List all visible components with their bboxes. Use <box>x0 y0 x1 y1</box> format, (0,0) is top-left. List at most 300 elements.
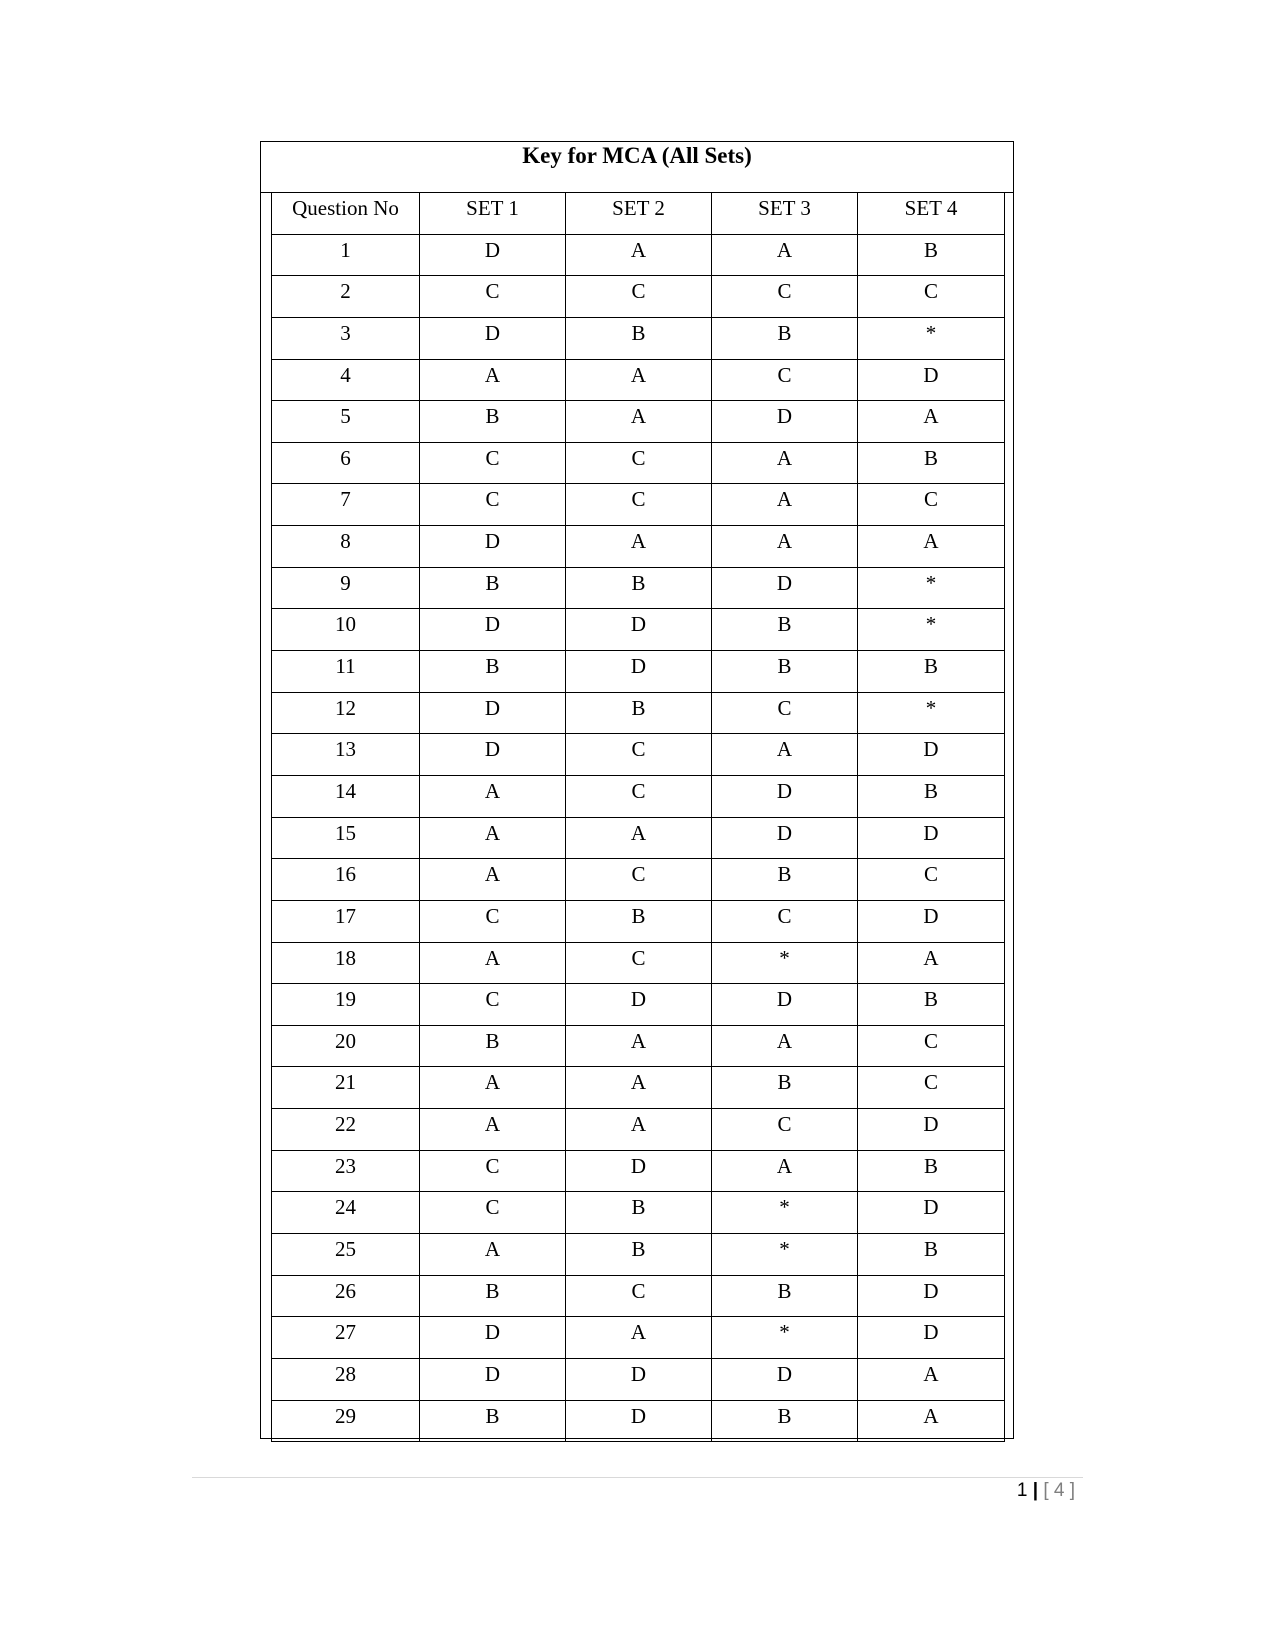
answer-value: C <box>485 487 500 512</box>
answer-cell <box>566 1150 712 1192</box>
question-number-cell <box>272 1192 420 1234</box>
answer-cell <box>712 1109 858 1151</box>
table-row <box>272 1067 1005 1109</box>
answer-value: C <box>631 945 646 970</box>
page-total: [ 4 ] <box>1043 1480 1075 1501</box>
question-number-cell <box>272 942 420 984</box>
answer-value: D <box>776 404 793 429</box>
question-number-cell <box>272 900 420 942</box>
answer-value: B <box>485 1028 500 1053</box>
question-number-cell <box>272 276 420 318</box>
answer-value: A <box>630 529 647 554</box>
answer-key-table <box>271 193 1005 1442</box>
table-row <box>272 1109 1005 1151</box>
question-number: 9 <box>340 570 351 595</box>
answer-value: A <box>923 529 939 554</box>
answer-cell <box>420 401 566 443</box>
answer-value: A <box>630 820 647 845</box>
question-number-cell <box>272 734 420 776</box>
question-number-cell <box>272 859 420 901</box>
answer-value: B <box>631 320 646 345</box>
answer-cell <box>712 1025 858 1067</box>
answer-value: A <box>776 237 793 262</box>
answer-cell <box>858 817 1005 859</box>
table-row <box>272 942 1005 984</box>
answer-value: C <box>631 737 646 762</box>
answer-cell <box>858 484 1005 526</box>
answer-cell <box>420 442 566 484</box>
column-header <box>272 193 420 234</box>
answer-cell <box>712 692 858 734</box>
answer-cell <box>858 567 1005 609</box>
table-row <box>272 609 1005 651</box>
answer-cell <box>420 1400 566 1442</box>
answer-value: C <box>631 1278 646 1303</box>
answer-cell <box>712 401 858 443</box>
answer-value: D <box>484 529 501 554</box>
table-row <box>272 567 1005 609</box>
answer-cell <box>712 526 858 568</box>
answer-value: B <box>777 612 792 637</box>
answer-cell <box>712 1067 858 1109</box>
column-header <box>858 193 1005 234</box>
answer-value: C <box>923 862 938 887</box>
question-number-cell <box>272 1275 420 1317</box>
answer-value: A <box>923 1361 939 1386</box>
table-row <box>272 900 1005 942</box>
question-number-cell <box>272 984 420 1026</box>
question-number: 1 <box>340 237 351 262</box>
answer-value: D <box>776 778 793 803</box>
answer-cell <box>420 1234 566 1276</box>
answer-value: C <box>777 279 792 304</box>
answer-value: D <box>923 903 939 928</box>
answer-cell <box>566 1275 712 1317</box>
answer-value: D <box>776 820 793 845</box>
answer-value: A <box>923 404 939 429</box>
table-row <box>272 859 1005 901</box>
answer-cell <box>566 234 712 276</box>
question-number: 23 <box>335 1153 356 1178</box>
question-number: 10 <box>335 612 356 637</box>
answer-value: C <box>777 695 792 720</box>
table-row <box>272 651 1005 693</box>
table-row <box>272 692 1005 734</box>
question-number: 16 <box>335 862 356 887</box>
answer-value: * <box>925 695 937 720</box>
answer-value: C <box>923 279 938 304</box>
answer-cell <box>420 651 566 693</box>
question-number-cell <box>272 484 420 526</box>
column-header <box>420 193 566 234</box>
answer-value: * <box>925 320 937 345</box>
answer-cell <box>712 317 858 359</box>
answer-cell <box>420 484 566 526</box>
answer-value: C <box>485 1153 500 1178</box>
document-title: Key for MCA (All Sets) <box>261 142 1013 193</box>
answer-value: * <box>925 612 937 637</box>
answer-cell <box>712 775 858 817</box>
answer-value: B <box>923 654 938 679</box>
answer-value: A <box>484 862 501 887</box>
answer-value: B <box>777 1278 792 1303</box>
answer-value: A <box>484 945 501 970</box>
table-row <box>272 234 1005 276</box>
answer-value: D <box>923 1112 939 1137</box>
answer-value: C <box>485 279 500 304</box>
answer-value: D <box>484 1320 501 1345</box>
answer-cell <box>566 1025 712 1067</box>
answer-cell <box>420 567 566 609</box>
table-row <box>272 1025 1005 1067</box>
answer-value: C <box>923 1070 938 1095</box>
question-number-cell <box>272 1025 420 1067</box>
answer-cell <box>420 984 566 1026</box>
answer-value: B <box>923 778 938 803</box>
answer-cell <box>858 1025 1005 1067</box>
answer-cell <box>712 1317 858 1359</box>
answer-cell <box>858 859 1005 901</box>
answer-value: A <box>484 1070 501 1095</box>
answer-cell <box>566 276 712 318</box>
answer-value: C <box>485 1195 500 1220</box>
answer-cell <box>712 651 858 693</box>
answer-cell <box>420 817 566 859</box>
question-number: 14 <box>335 778 356 803</box>
table-row <box>272 1192 1005 1234</box>
question-number-cell <box>272 692 420 734</box>
answer-cell <box>420 1150 566 1192</box>
answer-cell <box>858 317 1005 359</box>
table-row <box>272 401 1005 443</box>
question-number: 18 <box>335 945 356 970</box>
question-number: 24 <box>335 1195 356 1220</box>
answer-cell <box>566 734 712 776</box>
column-header-label: SET 3 <box>758 196 811 220</box>
answer-value: A <box>630 1028 647 1053</box>
table-row <box>272 1317 1005 1359</box>
page-number <box>1017 1480 1075 1503</box>
answer-cell <box>858 234 1005 276</box>
answer-cell <box>712 567 858 609</box>
answer-cell <box>712 1234 858 1276</box>
answer-cell <box>566 1358 712 1400</box>
answer-cell <box>712 484 858 526</box>
answer-value: B <box>777 1403 792 1428</box>
answer-value: A <box>776 529 793 554</box>
question-number: 19 <box>335 987 356 1012</box>
answer-value: C <box>485 445 500 470</box>
answer-value: D <box>776 570 793 595</box>
question-number-cell <box>272 1067 420 1109</box>
answer-cell <box>712 276 858 318</box>
column-header <box>566 193 712 234</box>
question-number: 13 <box>335 737 356 762</box>
answer-value: D <box>630 1403 647 1428</box>
answer-value: D <box>630 612 647 637</box>
question-number: 27 <box>335 1320 356 1345</box>
answer-cell <box>566 775 712 817</box>
table-row <box>272 734 1005 776</box>
answer-value: B <box>777 1070 792 1095</box>
answer-value: A <box>630 1320 647 1345</box>
answer-value: C <box>777 1112 792 1137</box>
answer-cell <box>858 775 1005 817</box>
answer-cell <box>420 359 566 401</box>
table-row <box>272 817 1005 859</box>
question-number: 11 <box>335 654 356 679</box>
answer-value: A <box>923 1403 939 1428</box>
answer-value: A <box>630 404 647 429</box>
question-number: 8 <box>340 529 351 554</box>
answer-value: * <box>779 1320 790 1345</box>
answer-cell <box>712 859 858 901</box>
answer-cell <box>420 900 566 942</box>
answer-value: C <box>631 862 646 887</box>
answer-cell <box>858 442 1005 484</box>
answer-value: A <box>630 362 647 387</box>
answer-value: A <box>630 1112 647 1137</box>
page-separator: | <box>1032 1480 1039 1501</box>
answer-cell <box>420 609 566 651</box>
answer-cell <box>858 276 1005 318</box>
answer-value: B <box>923 1153 938 1178</box>
answer-value: B <box>631 695 646 720</box>
answer-cell <box>858 692 1005 734</box>
answer-cell <box>566 817 712 859</box>
table-row <box>272 1400 1005 1442</box>
question-number-cell <box>272 1400 420 1442</box>
column-header-label: SET 2 <box>612 196 665 220</box>
answer-value: B <box>777 320 792 345</box>
question-number: 7 <box>340 487 351 512</box>
answer-value: B <box>923 987 938 1012</box>
question-number: 3 <box>340 320 351 345</box>
question-number: 25 <box>335 1237 356 1262</box>
answer-value: D <box>630 1153 647 1178</box>
question-number: 17 <box>335 903 356 928</box>
table-row <box>272 276 1005 318</box>
answer-value: D <box>923 820 939 845</box>
question-number: 20 <box>335 1028 356 1053</box>
answer-value: D <box>923 1278 939 1303</box>
question-number-cell <box>272 1150 420 1192</box>
answer-value: C <box>777 362 792 387</box>
table-row <box>272 359 1005 401</box>
answer-cell <box>858 734 1005 776</box>
answer-cell <box>566 484 712 526</box>
answer-cell <box>566 1192 712 1234</box>
answer-cell <box>566 1109 712 1151</box>
answer-cell <box>712 942 858 984</box>
answer-cell <box>858 359 1005 401</box>
table-row <box>272 1358 1005 1400</box>
answer-cell <box>712 1358 858 1400</box>
answer-cell <box>420 775 566 817</box>
answer-value: A <box>776 445 793 470</box>
answer-value: D <box>484 612 501 637</box>
answer-value: C <box>631 778 646 803</box>
answer-cell <box>712 900 858 942</box>
answer-cell <box>420 1025 566 1067</box>
answer-value: A <box>776 1028 793 1053</box>
answer-value: C <box>923 1028 938 1053</box>
answer-value: D <box>484 237 501 262</box>
question-number: 12 <box>335 695 356 720</box>
table-row <box>272 442 1005 484</box>
answer-value: B <box>923 445 938 470</box>
answer-cell <box>566 442 712 484</box>
question-number-cell <box>272 526 420 568</box>
table-row <box>272 1150 1005 1192</box>
question-number-cell <box>272 817 420 859</box>
answer-cell <box>566 1400 712 1442</box>
answer-cell <box>858 1150 1005 1192</box>
answer-cell <box>858 1275 1005 1317</box>
question-number: 4 <box>340 362 351 387</box>
answer-cell <box>420 1358 566 1400</box>
question-number-cell <box>272 401 420 443</box>
answer-value: B <box>485 1278 500 1303</box>
answer-cell <box>712 359 858 401</box>
answer-value: D <box>776 1361 793 1386</box>
answer-value: D <box>776 987 793 1012</box>
answer-value: C <box>777 903 792 928</box>
answer-value: A <box>776 1153 793 1178</box>
table-row <box>272 526 1005 568</box>
answer-value: C <box>631 279 646 304</box>
answer-value: B <box>923 237 938 262</box>
answer-cell <box>858 984 1005 1026</box>
question-number-cell <box>272 1358 420 1400</box>
column-header-label: SET 1 <box>466 196 519 220</box>
answer-value: * <box>925 570 937 595</box>
answer-value: * <box>779 1237 790 1262</box>
answer-value: * <box>779 1195 790 1220</box>
question-number-cell <box>272 442 420 484</box>
question-number-cell <box>272 1234 420 1276</box>
answer-cell <box>566 526 712 568</box>
answer-value: D <box>630 1361 647 1386</box>
answer-cell <box>858 651 1005 693</box>
answer-value: B <box>631 1237 646 1262</box>
answer-value: B <box>923 1237 938 1262</box>
answer-value: D <box>630 654 647 679</box>
answer-value: A <box>630 1070 647 1095</box>
question-number-cell <box>272 359 420 401</box>
answer-cell <box>420 317 566 359</box>
table-row <box>272 984 1005 1026</box>
answer-value: B <box>631 570 646 595</box>
question-number-cell <box>272 609 420 651</box>
answer-value: B <box>631 1195 646 1220</box>
column-header <box>712 193 858 234</box>
table-row <box>272 484 1005 526</box>
answer-value: * <box>779 945 790 970</box>
answer-cell <box>566 317 712 359</box>
answer-value: A <box>776 737 793 762</box>
answer-value: D <box>923 737 939 762</box>
answer-value: A <box>484 1237 501 1262</box>
answer-cell <box>566 942 712 984</box>
question-number: 5 <box>340 404 351 429</box>
answer-value: A <box>484 820 501 845</box>
answer-cell <box>858 1234 1005 1276</box>
answer-value: D <box>484 695 501 720</box>
answer-key-body <box>272 193 1005 1442</box>
table-row <box>272 1275 1005 1317</box>
column-header-label: SET 4 <box>904 196 958 220</box>
answer-cell <box>420 1192 566 1234</box>
table-row <box>272 317 1005 359</box>
question-number: 2 <box>340 279 351 304</box>
answer-cell <box>566 359 712 401</box>
table-header-row <box>272 193 1005 234</box>
answer-cell <box>420 276 566 318</box>
answer-cell <box>712 984 858 1026</box>
answer-value: B <box>485 1403 500 1428</box>
answer-value: C <box>485 987 500 1012</box>
answer-cell <box>858 1067 1005 1109</box>
answer-value: A <box>484 1112 501 1137</box>
answer-cell <box>566 1067 712 1109</box>
answer-cell <box>420 692 566 734</box>
answer-value: C <box>485 903 500 928</box>
question-number-cell <box>272 1317 420 1359</box>
answer-cell <box>712 442 858 484</box>
answer-value: D <box>923 1320 939 1345</box>
answer-cell <box>566 401 712 443</box>
answer-cell <box>566 1317 712 1359</box>
answer-cell <box>712 734 858 776</box>
answer-cell <box>420 734 566 776</box>
answer-value: C <box>923 487 938 512</box>
answer-cell <box>712 1275 858 1317</box>
answer-cell <box>566 859 712 901</box>
answer-cell <box>420 1317 566 1359</box>
question-number-cell <box>272 567 420 609</box>
question-number-cell <box>272 317 420 359</box>
answer-cell <box>420 234 566 276</box>
column-header-label: Question No <box>292 196 399 220</box>
answer-value: D <box>630 987 647 1012</box>
answer-value: A <box>630 237 647 262</box>
answer-value: B <box>485 654 500 679</box>
answer-cell <box>420 942 566 984</box>
answer-value: A <box>484 778 501 803</box>
answer-key-frame <box>260 141 1014 1439</box>
answer-cell <box>712 817 858 859</box>
answer-cell <box>858 1192 1005 1234</box>
answer-cell <box>420 1067 566 1109</box>
answer-cell <box>566 1234 712 1276</box>
question-number-cell <box>272 651 420 693</box>
answer-cell <box>858 401 1005 443</box>
question-number: 15 <box>335 820 356 845</box>
question-number: 28 <box>335 1361 356 1386</box>
answer-cell <box>566 984 712 1026</box>
table-row <box>272 1234 1005 1276</box>
question-number: 22 <box>335 1112 356 1137</box>
answer-cell <box>566 900 712 942</box>
answer-cell <box>858 1358 1005 1400</box>
answer-cell <box>566 692 712 734</box>
answer-cell <box>858 1317 1005 1359</box>
answer-value: A <box>923 945 939 970</box>
question-number: 29 <box>335 1403 356 1428</box>
answer-cell <box>858 942 1005 984</box>
answer-value: D <box>923 362 939 387</box>
